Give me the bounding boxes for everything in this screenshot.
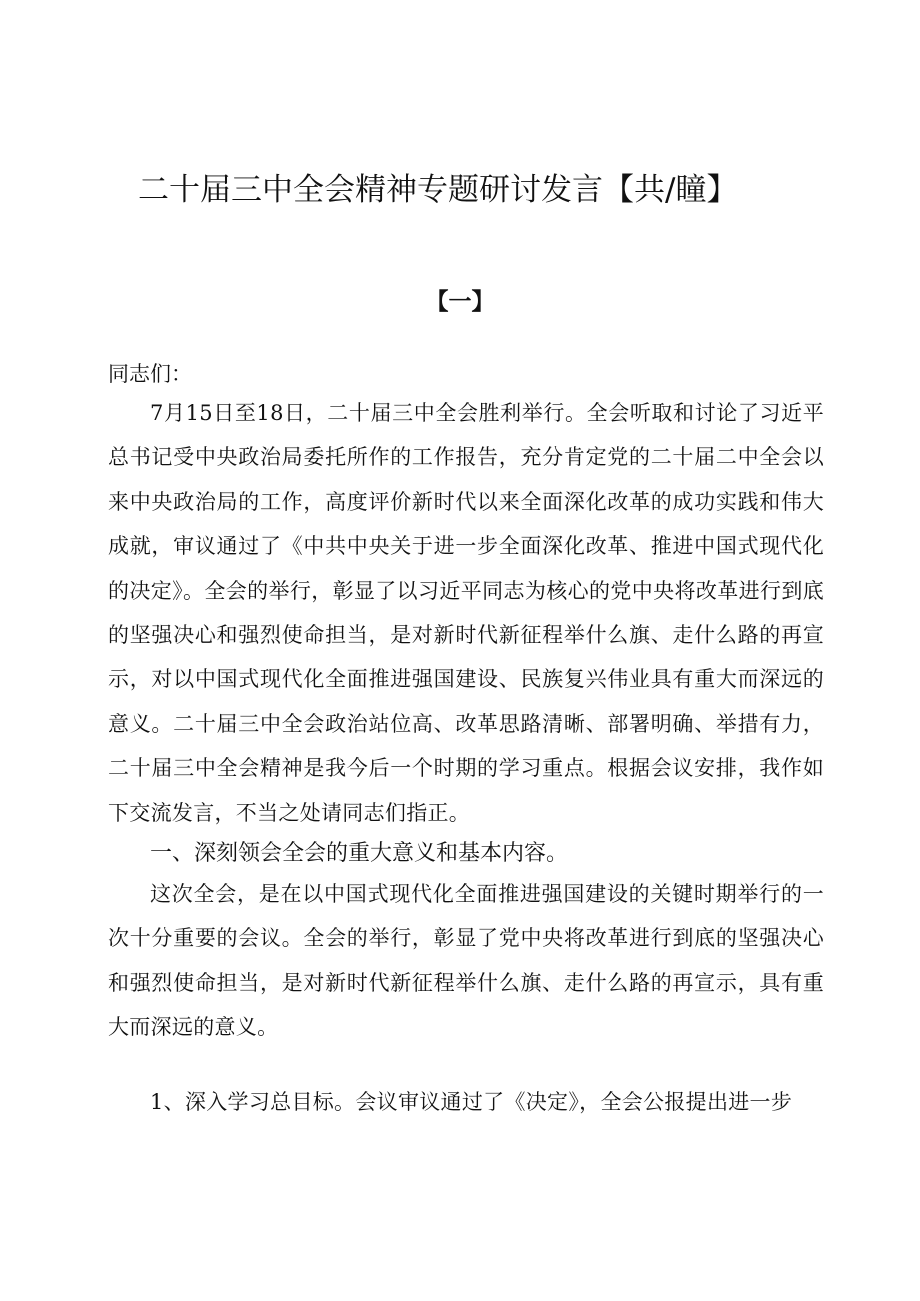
intro-paragraph: 7月15日至18日，二十届三中全会胜利举行。全会听取和讨论了习近平总书记受中央政治局委托所作的工作报告，充分肯定党的二十届二中全会以来中央政治局的工作，高度评价新时代以来全面深化改革的成功实践和伟大成就，审议通过了《中共中央关于进一步全面深化改革、推进中国式现代化的决定》。全会的举行，彰显了以习近平同志为核心的党中央将改革进行到底的坚强决心和强烈使命担当，是对新时代新征程举什么旗、走什么路的再宣示，对以中国式现代化全面推进强国建设、民族复兴伟业具有重大而深远的意义。二十届三中全会政治站位高、改革思路清晰、部署明确、举措有力，二十届三中全会精神是我今后一个时期的学习重点。根据会议安排，我作如下交流发言，不当之处请同志们指正。 <box>108 401 824 825</box>
section-heading-1: 一、深刻领会全会的重大意义和基本内容。 <box>150 841 569 866</box>
salutation: 同志们： <box>108 362 192 386</box>
document-title: 二十届三中全会精神专题研讨发言【共/瞳】 <box>138 172 738 208</box>
section-1-paragraph: 这次全会，是在以中国式现代化全面推进强国建设的关键时期举行的一次十分重要的会议。全会的举行，彰显了党中央将改革进行到底的坚强决心和强烈使命担当，是对新时代新征程举什么旗、走什么路的再宣示，具有重大而深远的意义。 <box>108 882 824 1040</box>
section-marker: 【一】 <box>425 289 495 315</box>
sub-item-1: 1、深入学习总目标。会议审议通过了《决定》，全会公报提出进一步 <box>150 1090 793 1114</box>
